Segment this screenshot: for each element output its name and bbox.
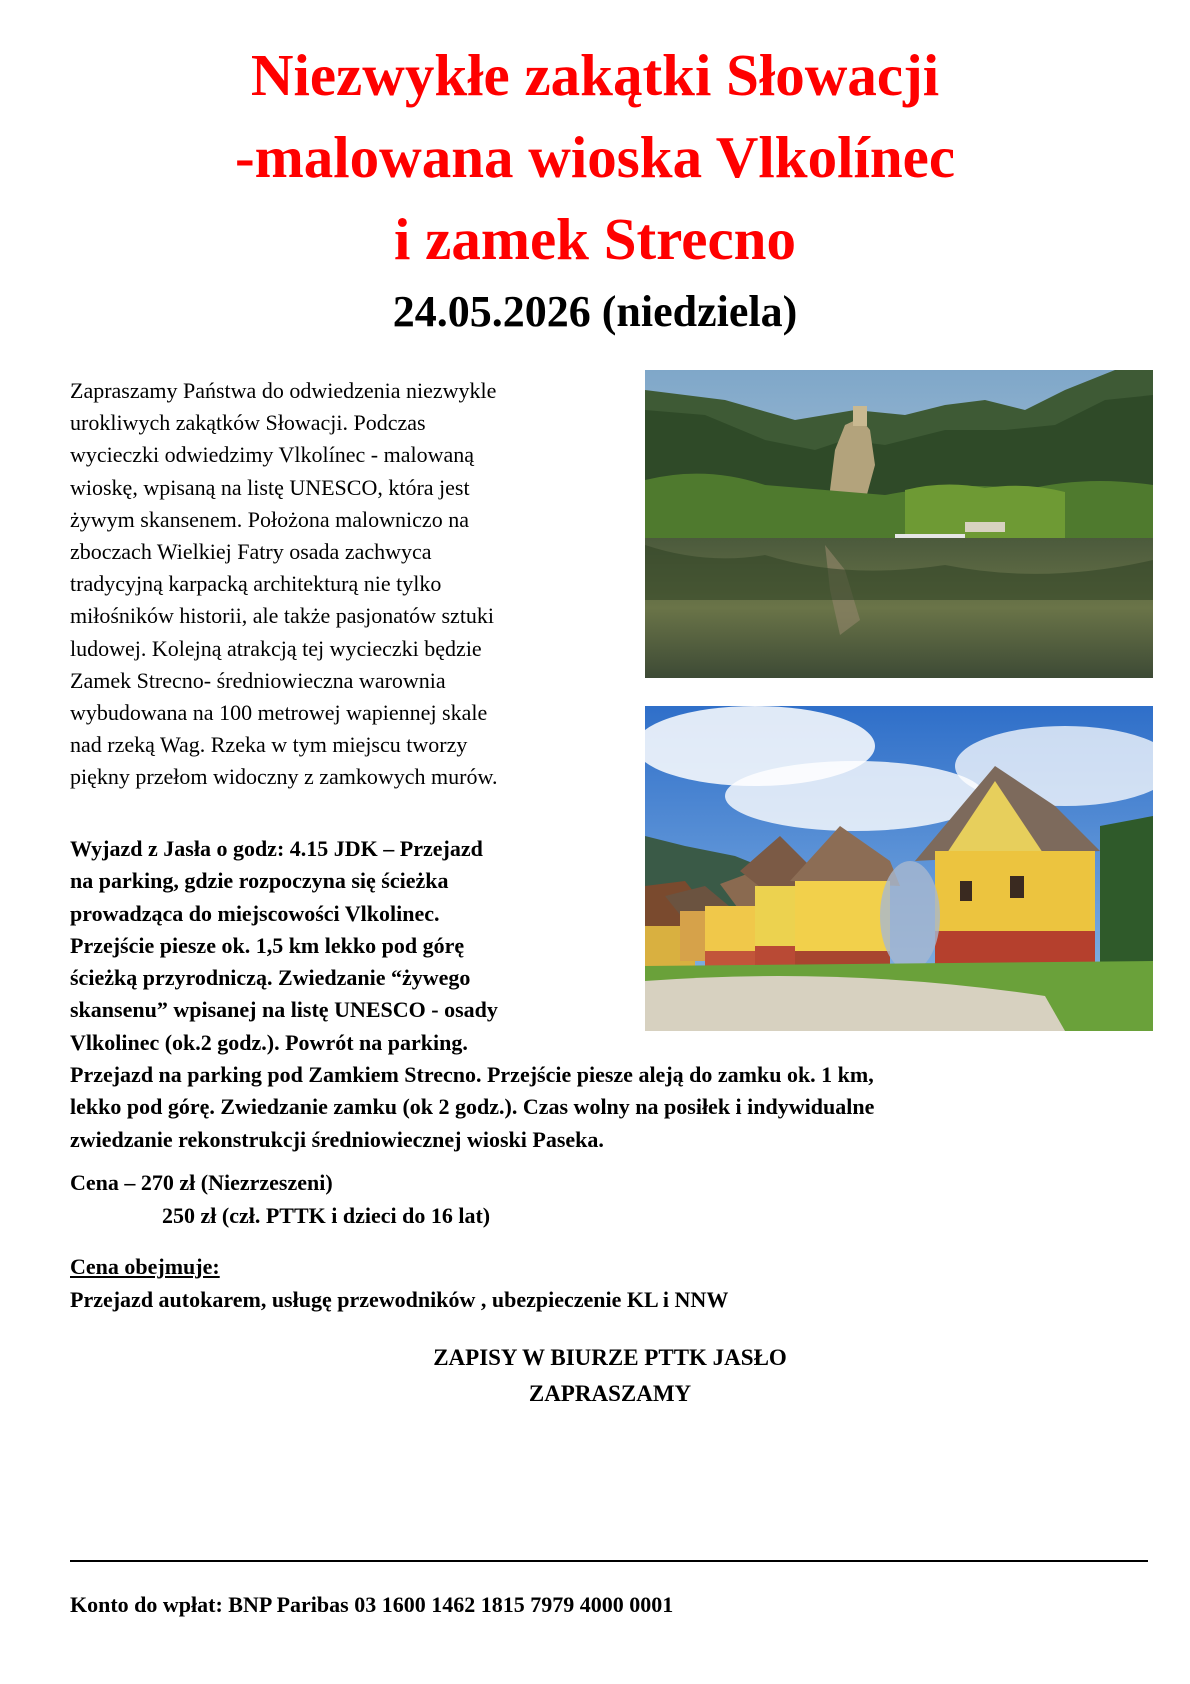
intro-line: urokliwych zakątków Słowacji. Podczas xyxy=(70,410,426,436)
invitation-line: ZAPRASZAMY xyxy=(528,1381,692,1406)
price-regular: Cena – 270 zł (Niezrzeszeni) xyxy=(70,1170,333,1195)
intro-line: nad rzeką Wag. Rzeka w tym miejscu tworzy xyxy=(70,732,468,758)
program-paragraph xyxy=(70,833,1130,1156)
program-line: Vlkolinec (ok.2 godz.). Powrót na parking. xyxy=(70,1029,468,1055)
title-line-1: Niezwykłe zakątki Słowacji xyxy=(250,42,940,108)
intro-line: zboczach Wielkiej Fatry osada zachwyca xyxy=(70,539,432,565)
strecno-castle-lake-photo xyxy=(645,370,1153,678)
program-line: Wyjazd z Jasła o godz: 4.15 JDK – Przejazd xyxy=(70,836,483,861)
intro-line: wycieczki odwiedzimy Vlkolínec - malowaną xyxy=(70,442,475,468)
program-line: Przejście piesze ok. 1,5 km lekko pod górę xyxy=(70,932,465,958)
footer-divider xyxy=(70,1560,1148,1562)
intro-line: wybudowana na 100 metrowej wapiennej skale xyxy=(70,700,488,726)
program-line: Przejazd na parking pod Zamkiem Strecno. Przejście piesze aleją do zamku ok. 1 km, xyxy=(70,1062,874,1088)
intro-line: miłośników historii, ale także pasjonatów sztuki xyxy=(70,603,495,629)
program-line: skansenu” wpisanej na listę UNESCO - osady xyxy=(70,997,498,1023)
title-line-3: i zamek Strecno xyxy=(394,206,796,272)
intro-line: ludowej. Kolejną atrakcją tej wycieczki będzie xyxy=(70,635,482,661)
intro-line: żywym skansenem. Położona malowniczo na xyxy=(70,506,469,532)
includes-heading: Cena obejmuje: xyxy=(70,1254,220,1279)
program-line: ścieżką przyrodniczą. Zwiedzanie “żywego xyxy=(70,965,471,991)
program-line: lekko pod górę. Zwiedzanie zamku (ok 2 godz.). Czas wolny na posiłek i indywidualne xyxy=(70,1094,875,1120)
program-line: na parking, gdzie rozpoczyna się ścieżka xyxy=(70,868,449,894)
bank-account: Konto do wpłat: BNP Paribas 03 1600 1462 1815 7979 4000 0001 xyxy=(70,1592,674,1617)
intro-line: Zamek Strecno- średniowieczna warownia xyxy=(70,667,446,693)
intro-line: Zapraszamy Państwa do odwiedzenia niezwykle xyxy=(70,378,497,403)
intro-line: tradycyjną karpacką architekturą nie tylko xyxy=(70,571,442,597)
includes-text: Przejazd autokarem, usługę przewodników , ubezpieczenie KL i NNW xyxy=(70,1287,729,1312)
signup-line: ZAPISY W BIURZE PTTK JASŁO xyxy=(433,1345,787,1370)
intro-line: wioskę, wpisaną na listę UNESCO, która jest xyxy=(70,474,470,500)
trip-date: 24.05.2026 (niedziela) xyxy=(392,287,798,336)
program-line: prowadząca do miejscowości Vlkolinec. xyxy=(70,900,440,926)
intro-paragraph xyxy=(70,375,630,794)
price-reduced: 250 zł (czł. PTTK i dzieci do 16 lat) xyxy=(162,1203,491,1228)
title-line-2: -malowana wioska Vlkolínec xyxy=(234,124,956,190)
intro-line: piękny przełom widoczny z zamkowych murów. xyxy=(70,764,498,790)
program-line: zwiedzanie rekonstrukcji średniowiecznej wioski Paseka. xyxy=(70,1126,604,1152)
